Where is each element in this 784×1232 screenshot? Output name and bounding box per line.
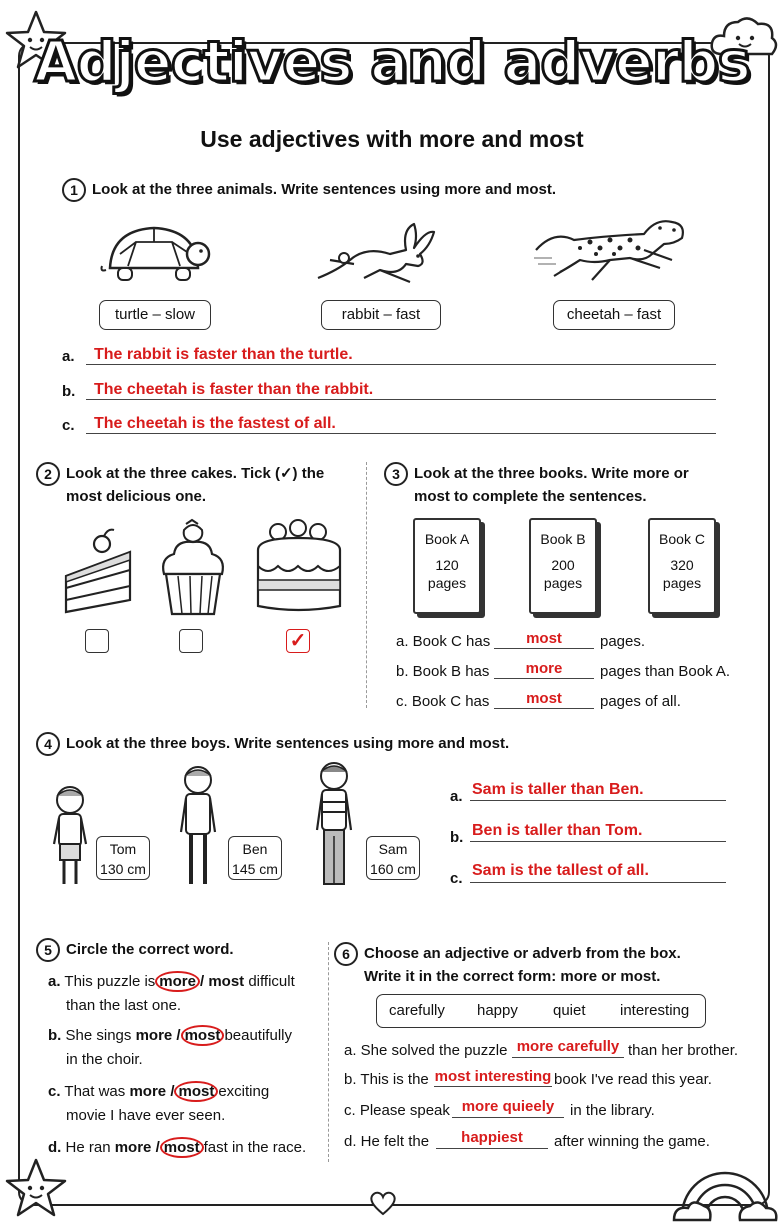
boy-sam-icon [314, 760, 354, 888]
option-more[interactable]: more [114, 1139, 152, 1156]
option-more[interactable]: more [135, 1027, 173, 1044]
item-letter: c. [62, 417, 75, 434]
rainbow-icon [672, 1150, 778, 1226]
answer-text[interactable]: more carefully [516, 1038, 620, 1055]
heart-icon [368, 1190, 398, 1216]
answer-text[interactable]: Ben is taller than Tom. [472, 822, 643, 839]
boy-ben-icon [178, 764, 218, 888]
page-title: Adjectives and adverbs [34, 30, 750, 95]
word-option[interactable]: carefully [389, 1002, 445, 1019]
section-6-instruction: 6 Choose an adjective or adverb from the box. Write it in the correct form: more or most. [334, 942, 764, 987]
section-5-instruction: 5 Circle the correct word. [36, 938, 234, 962]
book-a: Book A 120 pages [413, 518, 481, 614]
circle-item-b: b. She sings more / most beautifully in the choir. [48, 1027, 292, 1068]
circle-item-d: d. He ran more / most fast in the race. [48, 1139, 307, 1156]
tick-box[interactable] [179, 629, 203, 653]
star-face-icon [4, 1156, 68, 1220]
section-number: 4 [36, 732, 60, 756]
boy-tom-icon [52, 784, 88, 888]
word-option[interactable]: happy [477, 1002, 518, 1019]
item-letter: a. [62, 348, 75, 365]
cheetah-icon [534, 210, 694, 286]
item-letter: b. [62, 383, 76, 400]
answer-line [86, 399, 716, 400]
answer-line [86, 364, 716, 365]
cake-slice-icon [60, 526, 136, 616]
option-most[interactable]: most [208, 973, 245, 990]
animal-tag-cheetah: cheetah – fast [553, 300, 675, 330]
book-b: Book B 200 pages [529, 518, 597, 614]
circle-item-a: a. This puzzle is more / most difficult than the last one. [48, 973, 295, 1014]
animal-tag-rabbit: rabbit – fast [321, 300, 441, 330]
answer-text[interactable]: more [525, 660, 563, 677]
section-3-instruction: 3 Look at the three books. Write more or most to complete the sentences. [384, 462, 764, 507]
tick-box-checked[interactable]: ✓ [286, 629, 310, 653]
answer-line [470, 882, 726, 883]
option-more[interactable]: more [155, 971, 200, 992]
answer-text[interactable]: most [526, 630, 562, 647]
answer-text[interactable]: Sam is the tallest of all. [472, 862, 649, 879]
answer-line [436, 1148, 548, 1149]
option-most[interactable]: most [174, 1081, 218, 1102]
book-c: Book C 320 pages [648, 518, 716, 614]
word-option[interactable]: quiet [553, 1002, 586, 1019]
page-subtitle: Use adjectives with more and most [200, 126, 584, 152]
answer-line [86, 433, 716, 434]
layer-cake-icon [252, 516, 346, 616]
answer-text[interactable]: more quieely [461, 1098, 555, 1115]
option-most[interactable]: most [181, 1025, 225, 1046]
cupcake-icon [158, 518, 228, 618]
section-divider [366, 462, 367, 708]
answer-text[interactable]: The cheetah is faster than the rabbit. [94, 381, 374, 398]
answer-line [512, 1057, 624, 1058]
answer-text[interactable]: Sam is taller than Ben. [472, 781, 644, 798]
turtle-icon [98, 220, 214, 284]
section-number: 5 [36, 938, 60, 962]
answer-line [470, 841, 726, 842]
section-number: 6 [334, 942, 358, 966]
boy-label-ben: Ben 145 cm [228, 836, 282, 880]
option-most[interactable]: most [160, 1137, 204, 1158]
answer-line [470, 800, 726, 801]
section-number: 3 [384, 462, 408, 486]
tick-box[interactable] [85, 629, 109, 653]
section-number: 1 [62, 178, 86, 202]
section-1-instruction: 1 Look at the three animals. Write sentences using more and most. [62, 178, 556, 202]
answer-text[interactable]: happiest [461, 1129, 523, 1146]
word-option[interactable]: interesting [620, 1002, 690, 1019]
answer-text[interactable]: most [526, 690, 562, 707]
answer-text[interactable]: most interesting [434, 1068, 552, 1085]
section-number: 2 [36, 462, 60, 486]
rabbit-icon [314, 220, 438, 286]
boy-label-sam: Sam 160 cm [366, 836, 420, 880]
section-2-instruction: 2 Look at the three cakes. Tick (✓) the most delicious one. [36, 462, 356, 507]
answer-text[interactable]: The rabbit is faster than the turtle. [94, 346, 353, 363]
boy-label-tom: Tom 130 cm [96, 836, 150, 880]
circle-item-c: c. That was more / most exciting movie I have ever seen. [48, 1083, 270, 1124]
animal-tag-turtle: turtle – slow [99, 300, 211, 330]
option-more[interactable]: more [129, 1083, 167, 1100]
section-4-instruction: 4 Look at the three boys. Write sentences using more and most. [36, 732, 509, 756]
section-divider [328, 942, 329, 1162]
answer-text[interactable]: The cheetah is the fastest of all. [94, 415, 336, 432]
answer-line [452, 1117, 564, 1118]
